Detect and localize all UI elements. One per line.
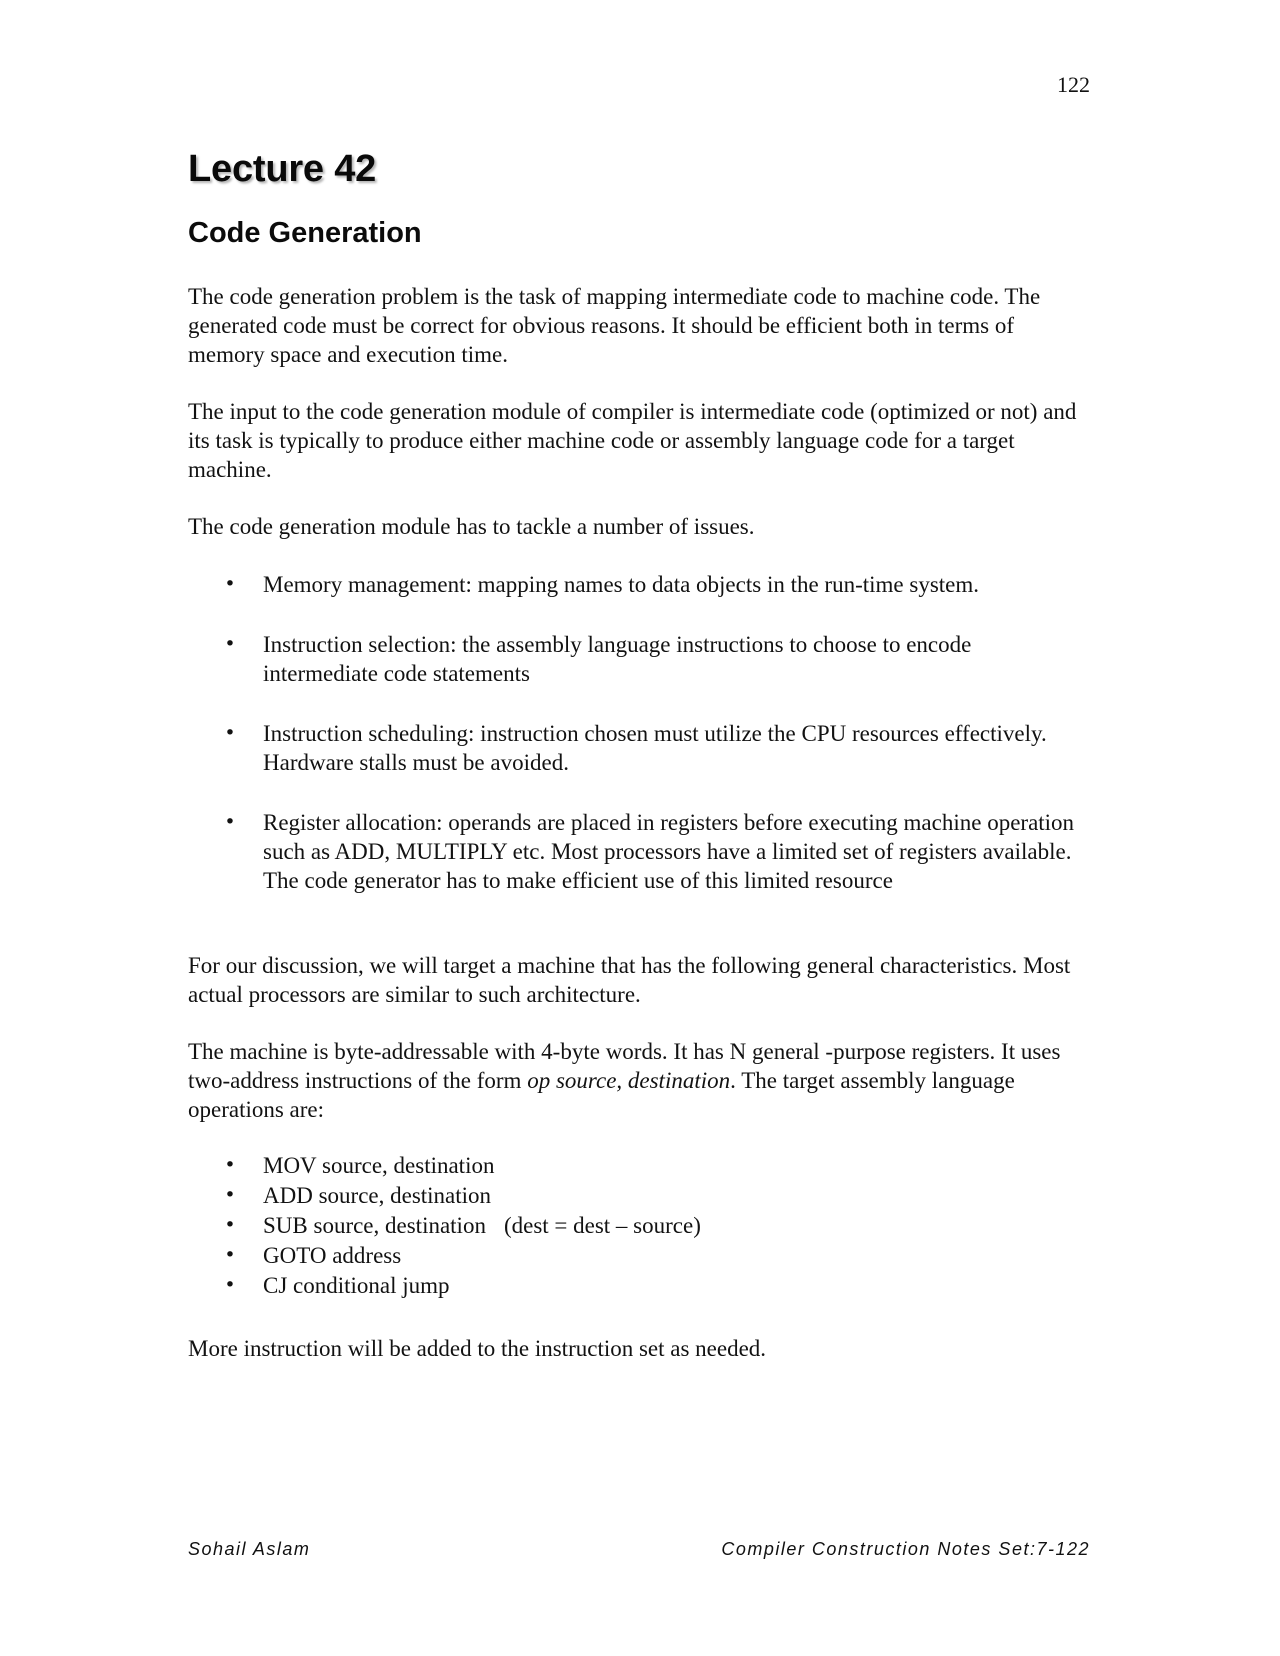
machine-description-prefix: The machine is byte-addressable with 4-byte words. It has N general -purpose registers. It uses two-address instructions of the form [188,1039,1061,1093]
section-title: Code Generation [188,217,422,249]
paragraph-more-instructions: More instruction will be added to the instruction set as needed. [188,1336,767,1361]
list-item-memory-management [188,570,1088,599]
bullet-icon: • [224,811,236,833]
operation-item-cj [188,1271,1088,1300]
list-item-text: Instruction selection: the assembly language instructions to choose to encode intermediate code statements [263,632,972,686]
footer-author: Sohail Aslam [188,1539,311,1559]
paragraph-target-machine: For our discussion, we will target a machine that has the following general characteristics. Most actual processors are similar to such architecture. [188,953,1071,1007]
instruction-form: op source, destination [527,1068,731,1093]
list-item-register-allocation [188,808,1088,895]
list-item-text: Memory management: mapping names to data objects in the run-time system. [263,572,980,597]
bullet-icon: • [224,1214,236,1236]
page-number: 122 [1057,72,1090,97]
paragraph-code-generation-problem: The code generation problem is the task of mapping intermediate code to machine code. The generated code must be correct for obvious reasons. It should be efficient both in terms of memory space and execution time. [188,284,1041,367]
bullet-icon: • [224,722,236,744]
lecture-title: Lecture 42 [188,148,377,190]
operation-item-add [188,1181,1088,1210]
bullet-icon: • [224,1154,236,1176]
operation-item-mov [188,1151,1088,1180]
operation-text: ADD source, destination [263,1183,492,1208]
bullet-icon: • [224,1184,236,1206]
list-item-text: Register allocation: operands are placed in registers before executing machine operation such as ADD, MULTIPLY etc. Most processors have a limited set of registers available. The code generator has to make efficient use of this limited resource [263,810,1075,893]
operation-text: MOV source, destination [263,1153,495,1178]
list-item-text: Instruction scheduling: instruction chosen must utilize the CPU resources effectively. Hardware stalls must be avoided. [263,721,1047,775]
paragraph-code-generation-input: The input to the code generation module of compiler is intermediate code (optimized or not) and its task is typically to produce either machine code or assembly language code for a target machine. [188,399,1077,482]
operation-text: CJ conditional jump [263,1273,450,1298]
footer-course-notes: Compiler Construction Notes Set:7-122 [721,1539,1090,1559]
bullet-icon: • [224,633,236,655]
paragraph-issues-intro: The code generation module has to tackle a number of issues. [188,514,755,539]
operations-list [188,1151,1088,1301]
paragraph-machine-description [188,1037,1088,1124]
bullet-icon: • [224,573,236,595]
bullet-icon: • [224,1244,236,1266]
operation-note: (dest = dest – source) [503,1213,701,1238]
operation-item-goto [188,1241,1088,1270]
operation-text: GOTO address [263,1243,402,1268]
bullet-icon: • [224,1274,236,1296]
issues-list [188,570,1088,926]
list-item-instruction-selection [188,630,1088,688]
operation-text: SUB source, destination [263,1213,486,1238]
machine-description-suffix: . The target assembly language operations are: [188,1068,1015,1122]
operation-item-sub [188,1211,1088,1240]
list-item-instruction-scheduling [188,719,1088,777]
